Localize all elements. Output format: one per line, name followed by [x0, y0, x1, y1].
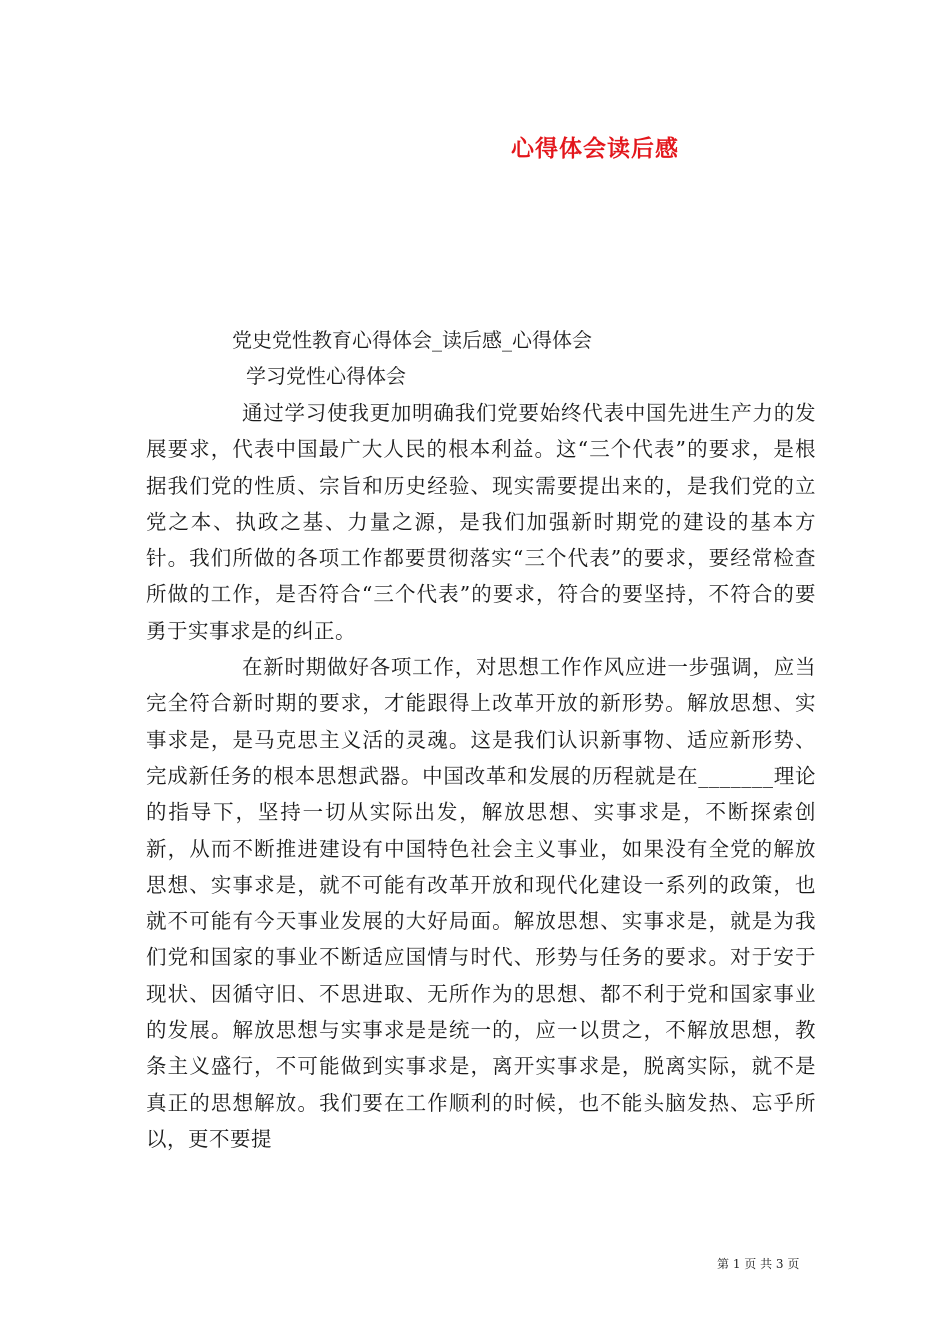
article-body [146, 395, 816, 1157]
paragraph-1: 通过学习使我更加明确我们党要始终代表中国先进生产力的发展要求，代表中国最广大人民的根本利益。这“三个代表”的要求，是根据我们党的性质、宗旨和历史经验、现实需要提出来的，是我们党的立党之本、执政之基、力量之源，是我们加强新时期党的建设的基本方针。我们所做的各项工作都要贯彻落实“三个代表”的要求，要经常检查所做的工作，是否符合“三个代表”的要求，符合的要坚持，不符合的要勇于实事求是的纠正。 [146, 401, 816, 643]
section-heading: 学习党性心得体会 [246, 364, 406, 388]
page-number: 第 1 页 共 3 页 [717, 1257, 800, 1271]
paragraph-2: 在新时期做好各项工作，对思想工作作风应进一步强调，应当完全符合新时期的要求，才能跟得上改革开放的新形势。解放思想、实事求是，是马克思主义活的灵魂。这是我们认识新事物、适应新形势、完成新任务的根本思想武器。中国改革和发展的历程就是在_______理论的指导下，坚持一切从实际出发，解放思想、实事求是，不断探索创新，从而不断推进建设有中国特色社会主义事业，如果没有全党的解放思想、实事求是，就不可能有改革开放和现代化建设一系列的政策，也就不可能有今天事业发展的大好局面。解放思想、实事求是，就是为我们党和国家的事业不断适应国情与时代、形势与任务的要求。对于安于现状、因循守旧、不思进取、无所作为的思想、都不利于党和国家事业的发展。解放思想与实事求是是统一的，应一以贯之，不解放思想，教条主义盛行，不可能做到实事求是，离开实事求是，脱离实际，就不是真正的思想解放。我们要在工作顺利的时候，也不能头脑发热、忘乎所以，更不要提 [146, 655, 816, 1151]
document-title: 心得体会读后感 [511, 136, 679, 162]
article-subtitle: 党史党性教育心得体会_读后感_心得体会 [232, 328, 592, 352]
